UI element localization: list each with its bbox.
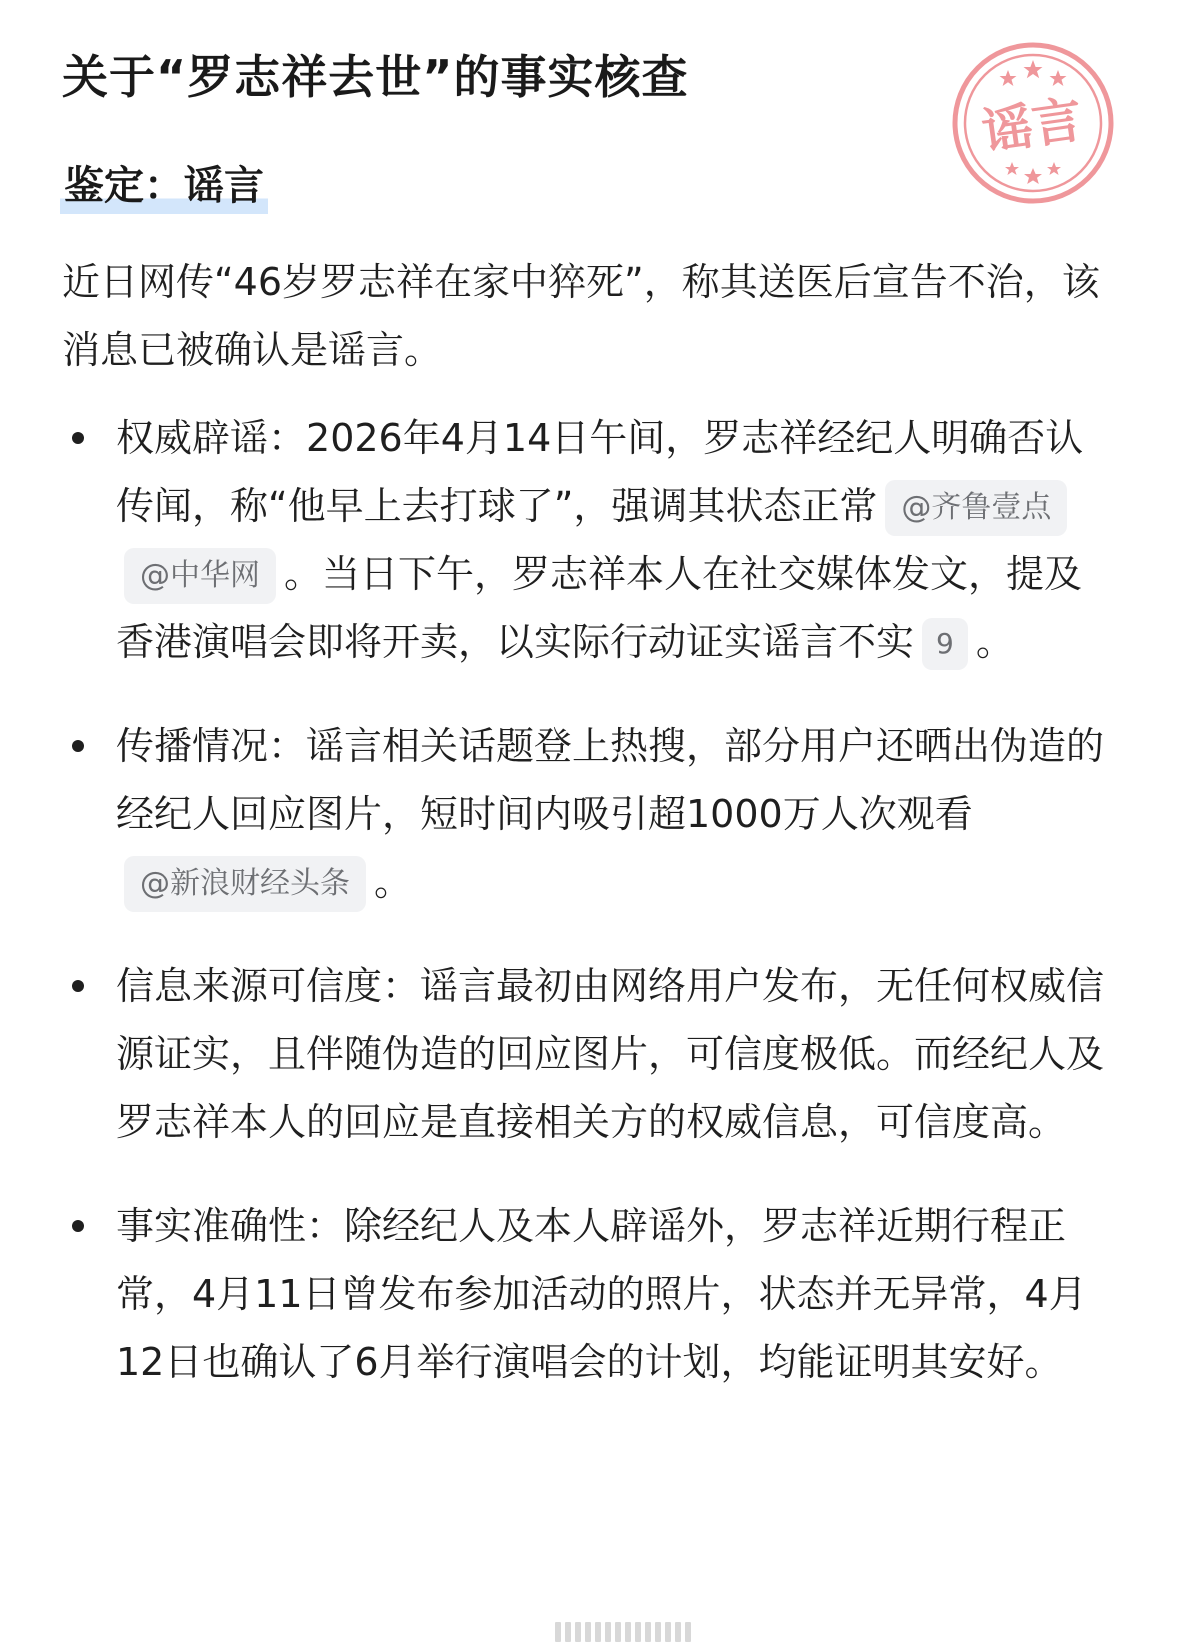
bullet-heading: 传播情况： — [116, 724, 307, 768]
rumor-stamp-icon — [950, 40, 1116, 206]
stamp-text: 谣言 — [978, 90, 1086, 162]
bullet-dot — [72, 432, 84, 444]
page-title: 关于“罗志祥去世”的事实核查 — [62, 50, 689, 104]
bullet-dot — [72, 740, 84, 752]
watermark-bars — [555, 1620, 700, 1644]
intro-paragraph: 近日网传“46岁罗志祥在家中猝死”，称其送医后宣告不治，该消息已被确认是谣言。 — [62, 260, 1100, 372]
list-item — [0, 1192, 1179, 1396]
bullet-dot — [72, 1220, 84, 1232]
list-item — [0, 952, 1179, 1156]
verdict-value: 谣言 — [184, 163, 264, 209]
verdict-label: 鉴定： — [64, 163, 184, 209]
bullet-dot — [72, 980, 84, 992]
bullet-text: 。当日下午，罗志祥本人在社交媒体发文，提及香港演唱会即将开卖，以实际行动证实谣言不实 — [116, 552, 1083, 664]
bullet-text: 。 — [975, 620, 1014, 664]
bullet-heading: 信息来源可信度： — [116, 964, 421, 1008]
bullet-text: 2026年4月14日午间，罗志祥经纪人明确否认传闻，称“他早上去打球了”，强调其状态正常 — [116, 416, 1084, 528]
source-tag[interactable]: @中华网 — [124, 548, 276, 604]
bullet-text: 除经纪人及本人辟谣外，罗志祥近期行程正常，4月11日曾发布参加活动的照片，状态并无异常，4月12日也确认了6月举行演唱会的计划，均能证明其安好。 — [116, 1204, 1087, 1384]
citation-badge[interactable]: 9 — [922, 618, 968, 670]
fact-check-list — [0, 404, 1179, 1432]
list-item — [0, 404, 1179, 676]
source-tag[interactable]: @新浪财经头条 — [124, 856, 366, 912]
bullet-heading: 事实准确性： — [116, 1204, 345, 1248]
bullet-text: 。 — [374, 860, 413, 904]
list-item — [0, 712, 1179, 916]
bullet-text: 谣言相关话题登上热搜，部分用户还晒出伪造的经纪人回应图片，短时间内吸引超1000万人次观看 — [116, 724, 1105, 836]
bullet-heading: 权威辟谣： — [116, 416, 307, 460]
verdict-line — [60, 158, 268, 214]
bullet-text: 谣言最初由网络用户发布，无任何权威信源证实，且伴随伪造的回应图片，可信度极低。而经纪人及罗志祥本人的回应是直接相关方的权威信息，可信度高。 — [116, 964, 1105, 1144]
source-tag[interactable]: @齐鲁壹点 — [885, 480, 1067, 536]
